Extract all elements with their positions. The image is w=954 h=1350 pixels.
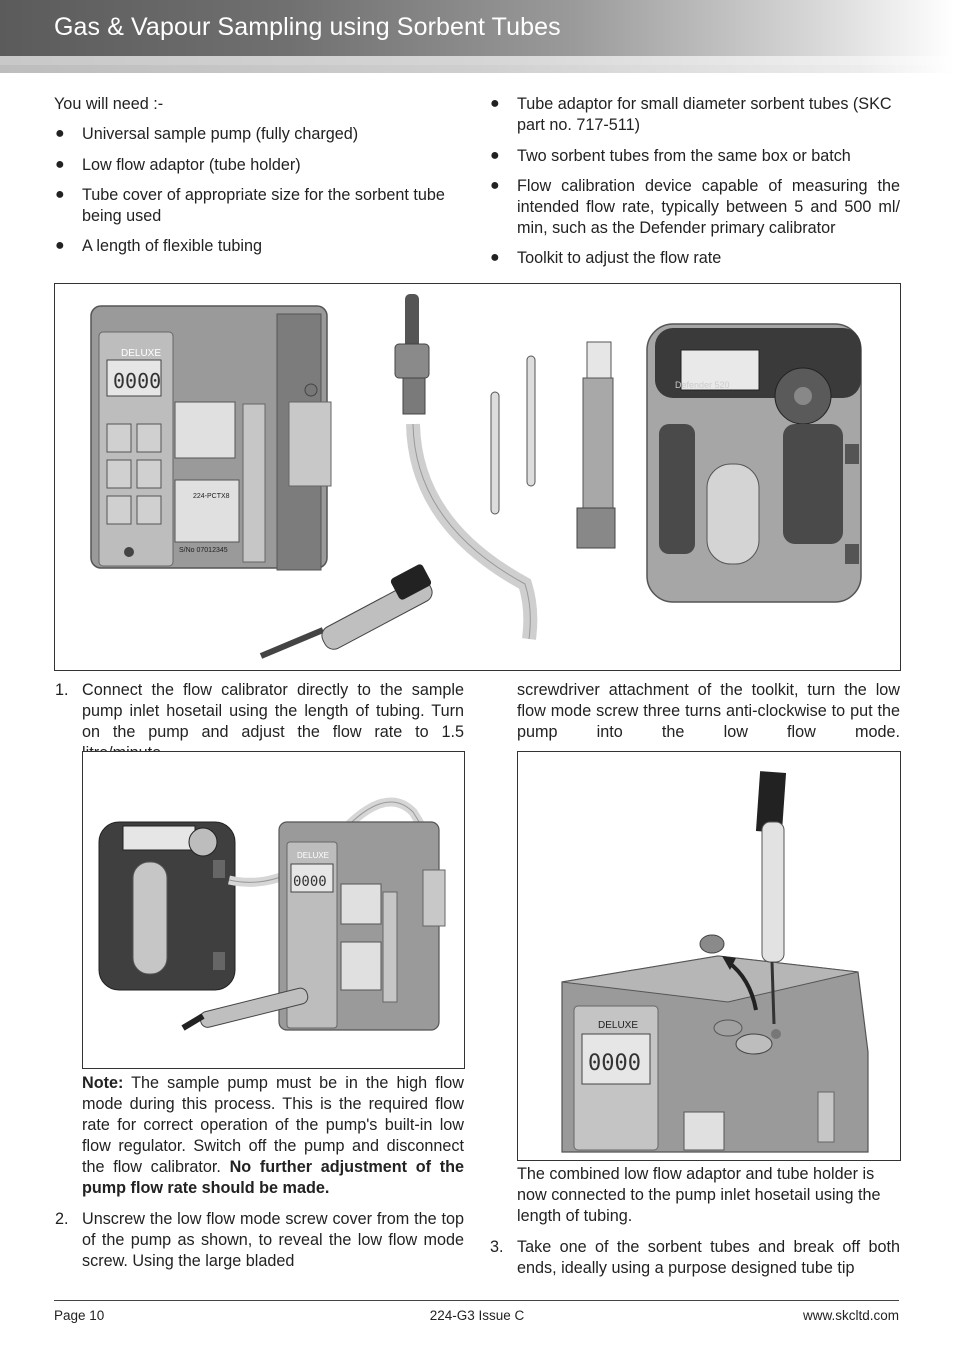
- note-bold: No further adjustment of the pump flow rate should be made.: [82, 1158, 464, 1197]
- pump-display: 0000: [113, 369, 162, 393]
- list-item: ● Flow calibration device capable of measuring the intended flow rate, typically between 5 and 500 ml/ min, such as the Defender primary calibrator: [490, 177, 900, 237]
- screw-cover-figure: [517, 751, 901, 1161]
- bullet: ●: [490, 249, 500, 266]
- page-header: [0, 0, 954, 56]
- step-number: 3.: [490, 1238, 504, 1256]
- footer-divider: [54, 1300, 899, 1301]
- list-item: ● A length of flexible tubing: [55, 237, 262, 255]
- calibration-illustration: [83, 752, 464, 1068]
- pump-model-label: 224-PCTX8: [193, 493, 230, 500]
- screw-cover-illustration: [700, 935, 724, 953]
- list-item: ● Universal sample pump (fully charged): [55, 125, 359, 143]
- pump-brand-label: DELUXE: [598, 1020, 639, 1031]
- step-2-continued: screwdriver attachment of the toolkit, turn the low flow mode screw three turns anti-clockwise to put the pump into the low flow mode.: [517, 681, 900, 741]
- calibrator-label: Defender 520: [675, 380, 730, 390]
- pump-display: 0000: [293, 874, 327, 890]
- list-item: ● Two sorbent tubes from the same box or batch: [490, 147, 851, 165]
- page-title: Gas & Vapour Sampling using Sorbent Tubes: [54, 13, 561, 41]
- header-stripe-lower: [0, 65, 954, 73]
- list-item: ● Low flow adaptor (tube holder): [55, 156, 301, 174]
- bullet: ●: [55, 125, 65, 142]
- step-number: 2.: [55, 1210, 69, 1228]
- calibrator-illustration: [647, 324, 861, 602]
- sample-pump-illustration: [91, 306, 331, 570]
- calibrator-illustration: [99, 822, 235, 990]
- step-text: Unscrew the low flow mode screw cover from the top of the pump as shown, to reveal the low flow mode screw. Using the large bladed: [82, 1210, 464, 1270]
- pump-brand-label: DELUXE: [297, 851, 330, 860]
- needs-intro: You will need :-: [54, 95, 164, 113]
- bullet: ●: [55, 156, 65, 173]
- list-item: ● Tube cover of appropriate size for the sorbent tube being used: [55, 186, 445, 225]
- step-number: 1.: [55, 681, 69, 699]
- step-text: Take one of the sorbent tubes and break off both ends, ideally using a purpose designed tube tip: [517, 1238, 900, 1277]
- note-label: Note:: [82, 1074, 124, 1092]
- calibration-figure: [82, 751, 465, 1069]
- pump-brand-label: DELUXE: [121, 348, 162, 359]
- bullet: ●: [55, 237, 65, 254]
- note-text: The sample pump must be in the high flow mode during this process. This is the required flow rate for correct operation of the pump's built-in low flow regulator. Switch off the pump and disconnect the flow calibrator.: [82, 1074, 464, 1176]
- header-stripe: [0, 56, 954, 65]
- website-link[interactable]: www.skcltd.com: [802, 1308, 899, 1323]
- list-item: ● Toolkit to adjust the flow rate: [490, 249, 722, 267]
- sorbent-tubes-illustration: [491, 356, 535, 514]
- bullet: ●: [490, 177, 500, 194]
- screw-cover-illustration: [518, 752, 900, 1160]
- document-id: 224-G3 Issue C: [429, 1308, 525, 1323]
- step-text: Connect the flow calibrator directly to the sample pump inlet hosetail using the length of tubing. Turn on the pump and adjust the flow rate to 1.5: [82, 681, 464, 741]
- equipment-figure: [54, 283, 901, 671]
- pump-serial-label: S/No 07012345: [179, 547, 228, 554]
- note: [82, 1073, 464, 1199]
- tube-adaptor-illustration: [577, 342, 615, 548]
- bullet: ●: [490, 147, 500, 164]
- combined-adaptor-text: The combined low flow adaptor and tube holder is now connected to the pump inlet hosetail using the length of tubing.: [517, 1165, 881, 1225]
- bullet: ●: [55, 186, 65, 203]
- pump-display: 0000: [588, 1051, 641, 1076]
- step-2: [55, 1209, 464, 1272]
- page-number: Page 10: [54, 1308, 105, 1323]
- list-item: ● Tube adaptor for small diameter sorbent tubes (SKC part no. 717-511): [490, 95, 892, 134]
- screwdriver-illustration: [261, 563, 436, 656]
- equipment-illustration: [55, 284, 900, 670]
- step-3: [490, 1237, 900, 1279]
- bullet: ●: [490, 95, 500, 112]
